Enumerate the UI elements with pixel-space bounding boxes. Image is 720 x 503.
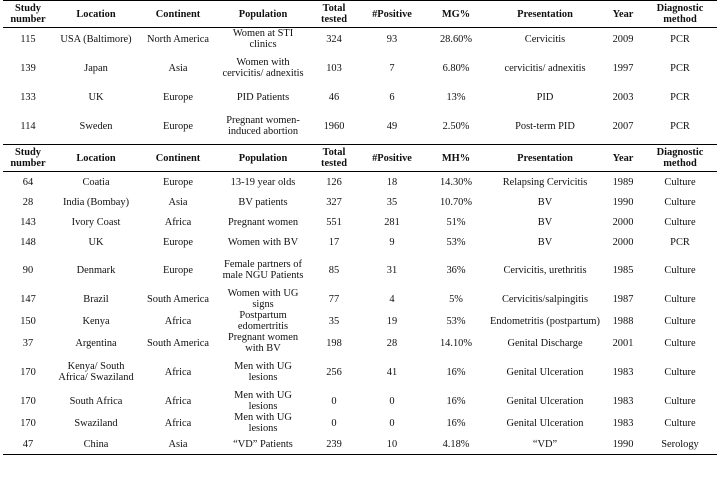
cell-percent: 14.30% <box>439 176 473 188</box>
cell-positive: 49 <box>386 120 398 132</box>
cell-year: 2007 <box>612 120 634 132</box>
cell-population: Men with UG lesions <box>234 412 292 434</box>
cell-continent: Europe <box>162 236 193 248</box>
cell-percent: 4.18% <box>425 434 487 455</box>
cell-study-number: 170 <box>20 366 36 378</box>
cell-presentation: Relapsing Cervicitis <box>502 176 588 188</box>
table-row <box>3 434 717 455</box>
table-row <box>3 212 717 232</box>
cell-location: Argentina <box>75 337 117 349</box>
cell-total-tested: 327 <box>326 196 342 208</box>
cell-diagnostic-method: Culture <box>664 176 696 188</box>
cell-year: 2003 <box>612 91 634 103</box>
cell-study-number: 64 <box>22 176 34 188</box>
cell-study-number: 90 <box>22 264 34 276</box>
column-header-location: Location <box>53 1 139 28</box>
cell-continent: Africa <box>164 366 192 378</box>
cell-year: 1990 <box>612 196 634 208</box>
column-header-study-number: Study number <box>3 1 53 28</box>
cell-positive: 35 <box>386 196 398 208</box>
table-row <box>3 86 717 108</box>
cell-diagnostic-method: PCR <box>670 120 690 132</box>
cell-study-number: 150 <box>20 315 36 327</box>
column-header-positive: #Positive <box>359 1 425 28</box>
cell-presentation: PID <box>536 91 554 103</box>
cell-location: Brazil <box>83 293 109 305</box>
cell-total-tested: 1960 <box>323 120 345 132</box>
cell-year: 2000 <box>612 236 634 248</box>
cell-percent: 53% <box>446 236 466 248</box>
cell-continent: Africa <box>164 395 192 407</box>
cell-diagnostic-method: PCR <box>670 62 690 74</box>
cell-year: 1990 <box>603 434 643 455</box>
cell-year: 1983 <box>612 395 634 407</box>
cell-continent: Europe <box>162 264 193 276</box>
cell-presentation: Endometritis (postpartum) <box>490 315 600 327</box>
cell-presentation: BV <box>537 196 553 208</box>
table-row <box>3 332 717 354</box>
cell-location: Swaziland <box>74 417 118 429</box>
cell-population: Women with BV <box>227 236 299 248</box>
cell-study-number: 37 <box>22 337 34 349</box>
table-row <box>3 28 717 51</box>
cell-year: 1985 <box>612 264 634 276</box>
cell-study-number: 133 <box>20 91 36 103</box>
cell-continent: Asia <box>139 434 217 455</box>
cell-diagnostic-method: Culture <box>664 196 696 208</box>
cell-percent: 16% <box>446 417 466 429</box>
cell-year: 1983 <box>612 366 634 378</box>
cell-study-number: 148 <box>20 236 36 248</box>
table-row <box>3 288 717 310</box>
table-row <box>3 354 717 390</box>
cell-continent: South America <box>146 293 210 305</box>
table-row <box>3 252 717 288</box>
cell-location: UK <box>88 91 104 103</box>
table-row <box>3 50 717 86</box>
cell-positive: 10 <box>359 434 425 455</box>
cell-continent: Europe <box>162 120 193 132</box>
cell-study-number: 47 <box>3 434 53 455</box>
cell-location: Sweden <box>79 120 113 132</box>
cell-percent: 2.50% <box>442 120 470 132</box>
cell-diagnostic-method: Culture <box>664 366 696 378</box>
cell-presentation: cervicitis/ adnexitis <box>504 62 586 74</box>
cell-study-number: 139 <box>20 62 36 74</box>
cell-percent: 10.70% <box>439 196 473 208</box>
cell-total-tested: 35 <box>328 315 340 327</box>
cell-percent: 6.80% <box>442 62 470 74</box>
cell-percent: 51% <box>446 216 466 228</box>
cell-location: Kenya/ South Africa/ Swaziland <box>58 361 134 383</box>
cell-presentation: BV <box>537 216 553 228</box>
cell-positive: 93 <box>386 33 398 45</box>
cell-total-tested: 77 <box>328 293 340 305</box>
cell-year: 2001 <box>612 337 634 349</box>
cell-presentation: Genital Ulceration <box>506 366 584 378</box>
cell-location: Japan <box>84 62 108 74</box>
column-header-population: Population <box>217 145 309 172</box>
column-header-population: Population <box>217 1 309 28</box>
cell-positive: 31 <box>386 264 398 276</box>
cell-population: Women at STI clinics <box>232 28 294 50</box>
cell-continent: Europe <box>162 176 193 188</box>
cell-percent: 13% <box>446 91 466 103</box>
cell-continent: Africa <box>164 216 192 228</box>
cell-year: 2000 <box>612 216 634 228</box>
cell-diagnostic-method: Culture <box>664 216 696 228</box>
cell-presentation: Post-term PID <box>515 120 575 132</box>
cell-population: Women with cervicitis/ adnexitis <box>222 57 304 79</box>
header-row <box>3 145 717 172</box>
cell-percent: 14.10% <box>439 337 473 349</box>
cell-year: 1989 <box>612 176 634 188</box>
cell-total-tested: 324 <box>326 33 342 45</box>
cell-population: Men with UG lesions <box>234 390 292 412</box>
cell-population: Pregnant women with BV <box>227 332 299 354</box>
cell-diagnostic-method: Culture <box>664 337 696 349</box>
cell-population: Female partners of male NGU Patients <box>222 259 304 281</box>
cell-presentation: Genital Discharge <box>507 337 583 349</box>
table-row <box>3 310 717 332</box>
cell-total-tested: 198 <box>326 337 342 349</box>
cell-presentation: Genital Ulceration <box>506 395 584 407</box>
cell-population: 13-19 year olds <box>230 176 296 188</box>
cell-continent: North America <box>146 33 210 45</box>
cell-diagnostic-method: PCR <box>670 91 690 103</box>
cell-year: 1983 <box>612 417 634 429</box>
cell-population: “VD” Patients <box>217 434 309 455</box>
cell-year: 1987 <box>612 293 634 305</box>
cell-location: UK <box>88 236 104 248</box>
column-header-continent: Continent <box>139 145 217 172</box>
column-header-year: Year <box>603 1 643 28</box>
cell-location: Kenya <box>82 315 110 327</box>
cell-study-number: 28 <box>22 196 34 208</box>
cell-population: PID Patients <box>236 91 290 103</box>
column-header-continent: Continent <box>139 1 217 28</box>
table-row <box>3 192 717 212</box>
column-header-percent: MG% <box>425 1 487 28</box>
cell-total-tested: 551 <box>326 216 342 228</box>
table-row <box>3 412 717 434</box>
cell-population: Postpartum edomertritis <box>237 310 289 332</box>
cell-population: Women with UG signs <box>227 288 299 310</box>
cell-diagnostic-method: Serology <box>643 434 717 455</box>
cell-study-number: 147 <box>20 293 36 305</box>
studies-table <box>3 0 717 455</box>
cell-diagnostic-method: PCR <box>670 33 690 45</box>
cell-presentation: BV <box>537 236 553 248</box>
cell-total-tested: 0 <box>331 417 337 429</box>
cell-location: USA (Baltimore) <box>60 33 132 45</box>
cell-positive: 281 <box>384 216 400 228</box>
column-header-total-tested: Total tested <box>309 1 359 28</box>
cell-population: Pregnant women-induced abortion <box>226 115 300 137</box>
cell-year: 1997 <box>612 62 634 74</box>
cell-location: Ivory Coast <box>71 216 121 228</box>
cell-positive: 0 <box>389 417 395 429</box>
cell-continent: Asia <box>168 196 188 208</box>
cell-presentation: Genital Ulceration <box>506 417 584 429</box>
column-header-diagnostic-method: Diagnostic method <box>643 1 717 28</box>
cell-total-tested: 256 <box>326 366 342 378</box>
cell-total-tested: 103 <box>326 62 342 74</box>
cell-location: Denmark <box>76 264 116 276</box>
cell-population: Men with UG lesions <box>234 361 292 383</box>
cell-presentation: Cervicitis/salpingitis <box>501 293 588 305</box>
cell-diagnostic-method: Culture <box>664 293 696 305</box>
cell-percent: 36% <box>446 264 466 276</box>
cell-year: 1988 <box>612 315 634 327</box>
cell-positive: 41 <box>386 366 398 378</box>
cell-location: Coatia <box>82 176 110 188</box>
column-header-study-number: Study number <box>3 145 53 172</box>
cell-percent: 28.60% <box>439 33 473 45</box>
cell-total-tested: 17 <box>328 236 340 248</box>
column-header-presentation: Presentation <box>487 1 603 28</box>
cell-diagnostic-method: Culture <box>664 395 696 407</box>
cell-location: China <box>53 434 139 455</box>
cell-population: Pregnant women <box>227 216 299 228</box>
cell-continent: Africa <box>164 417 192 429</box>
cell-study-number: 115 <box>20 33 36 45</box>
cell-study-number: 143 <box>20 216 36 228</box>
cell-location: South Africa <box>69 395 123 407</box>
cell-diagnostic-method: Culture <box>664 315 696 327</box>
cell-study-number: 170 <box>20 395 36 407</box>
cell-study-number: 114 <box>20 120 36 132</box>
cell-positive: 9 <box>389 236 395 248</box>
cell-continent: Asia <box>168 62 188 74</box>
column-header-location: Location <box>53 145 139 172</box>
cell-positive: 4 <box>389 293 395 305</box>
cell-population: BV patients <box>238 196 288 208</box>
column-header-diagnostic-method: Diagnostic method <box>643 145 717 172</box>
cell-positive: 6 <box>389 91 395 103</box>
cell-continent: Africa <box>164 315 192 327</box>
cell-presentation: Cervicitis, urethritis <box>503 264 587 276</box>
cell-positive: 0 <box>389 395 395 407</box>
cell-diagnostic-method: Culture <box>664 264 696 276</box>
cell-positive: 19 <box>386 315 398 327</box>
cell-year: 2009 <box>612 33 634 45</box>
cell-location: India (Bombay) <box>62 196 130 208</box>
table-row <box>3 108 717 145</box>
table-row <box>3 172 717 193</box>
cell-percent: 16% <box>446 395 466 407</box>
cell-positive: 28 <box>386 337 398 349</box>
cell-positive: 7 <box>389 62 395 74</box>
cell-continent: Europe <box>162 91 193 103</box>
column-header-presentation: Presentation <box>487 145 603 172</box>
column-header-total-tested: Total tested <box>309 145 359 172</box>
table-row <box>3 390 717 412</box>
table-row <box>3 232 717 252</box>
cell-total-tested: 46 <box>328 91 340 103</box>
column-header-year: Year <box>603 145 643 172</box>
cell-percent: 5% <box>449 293 463 305</box>
cell-continent: South America <box>146 337 210 349</box>
cell-total-tested: 126 <box>326 176 342 188</box>
column-header-positive: #Positive <box>359 145 425 172</box>
cell-diagnostic-method: Culture <box>664 417 696 429</box>
cell-percent: 16% <box>446 366 466 378</box>
column-header-percent: MH% <box>425 145 487 172</box>
cell-total-tested: 85 <box>328 264 340 276</box>
cell-total-tested: 0 <box>331 395 337 407</box>
cell-diagnostic-method: PCR <box>670 236 690 248</box>
header-row <box>3 1 717 28</box>
cell-presentation: “VD” <box>487 434 603 455</box>
cell-total-tested: 239 <box>309 434 359 455</box>
cell-positive: 18 <box>386 176 398 188</box>
cell-presentation: Cervicitis <box>524 33 566 45</box>
cell-study-number: 170 <box>20 417 36 429</box>
cell-percent: 53% <box>446 315 466 327</box>
